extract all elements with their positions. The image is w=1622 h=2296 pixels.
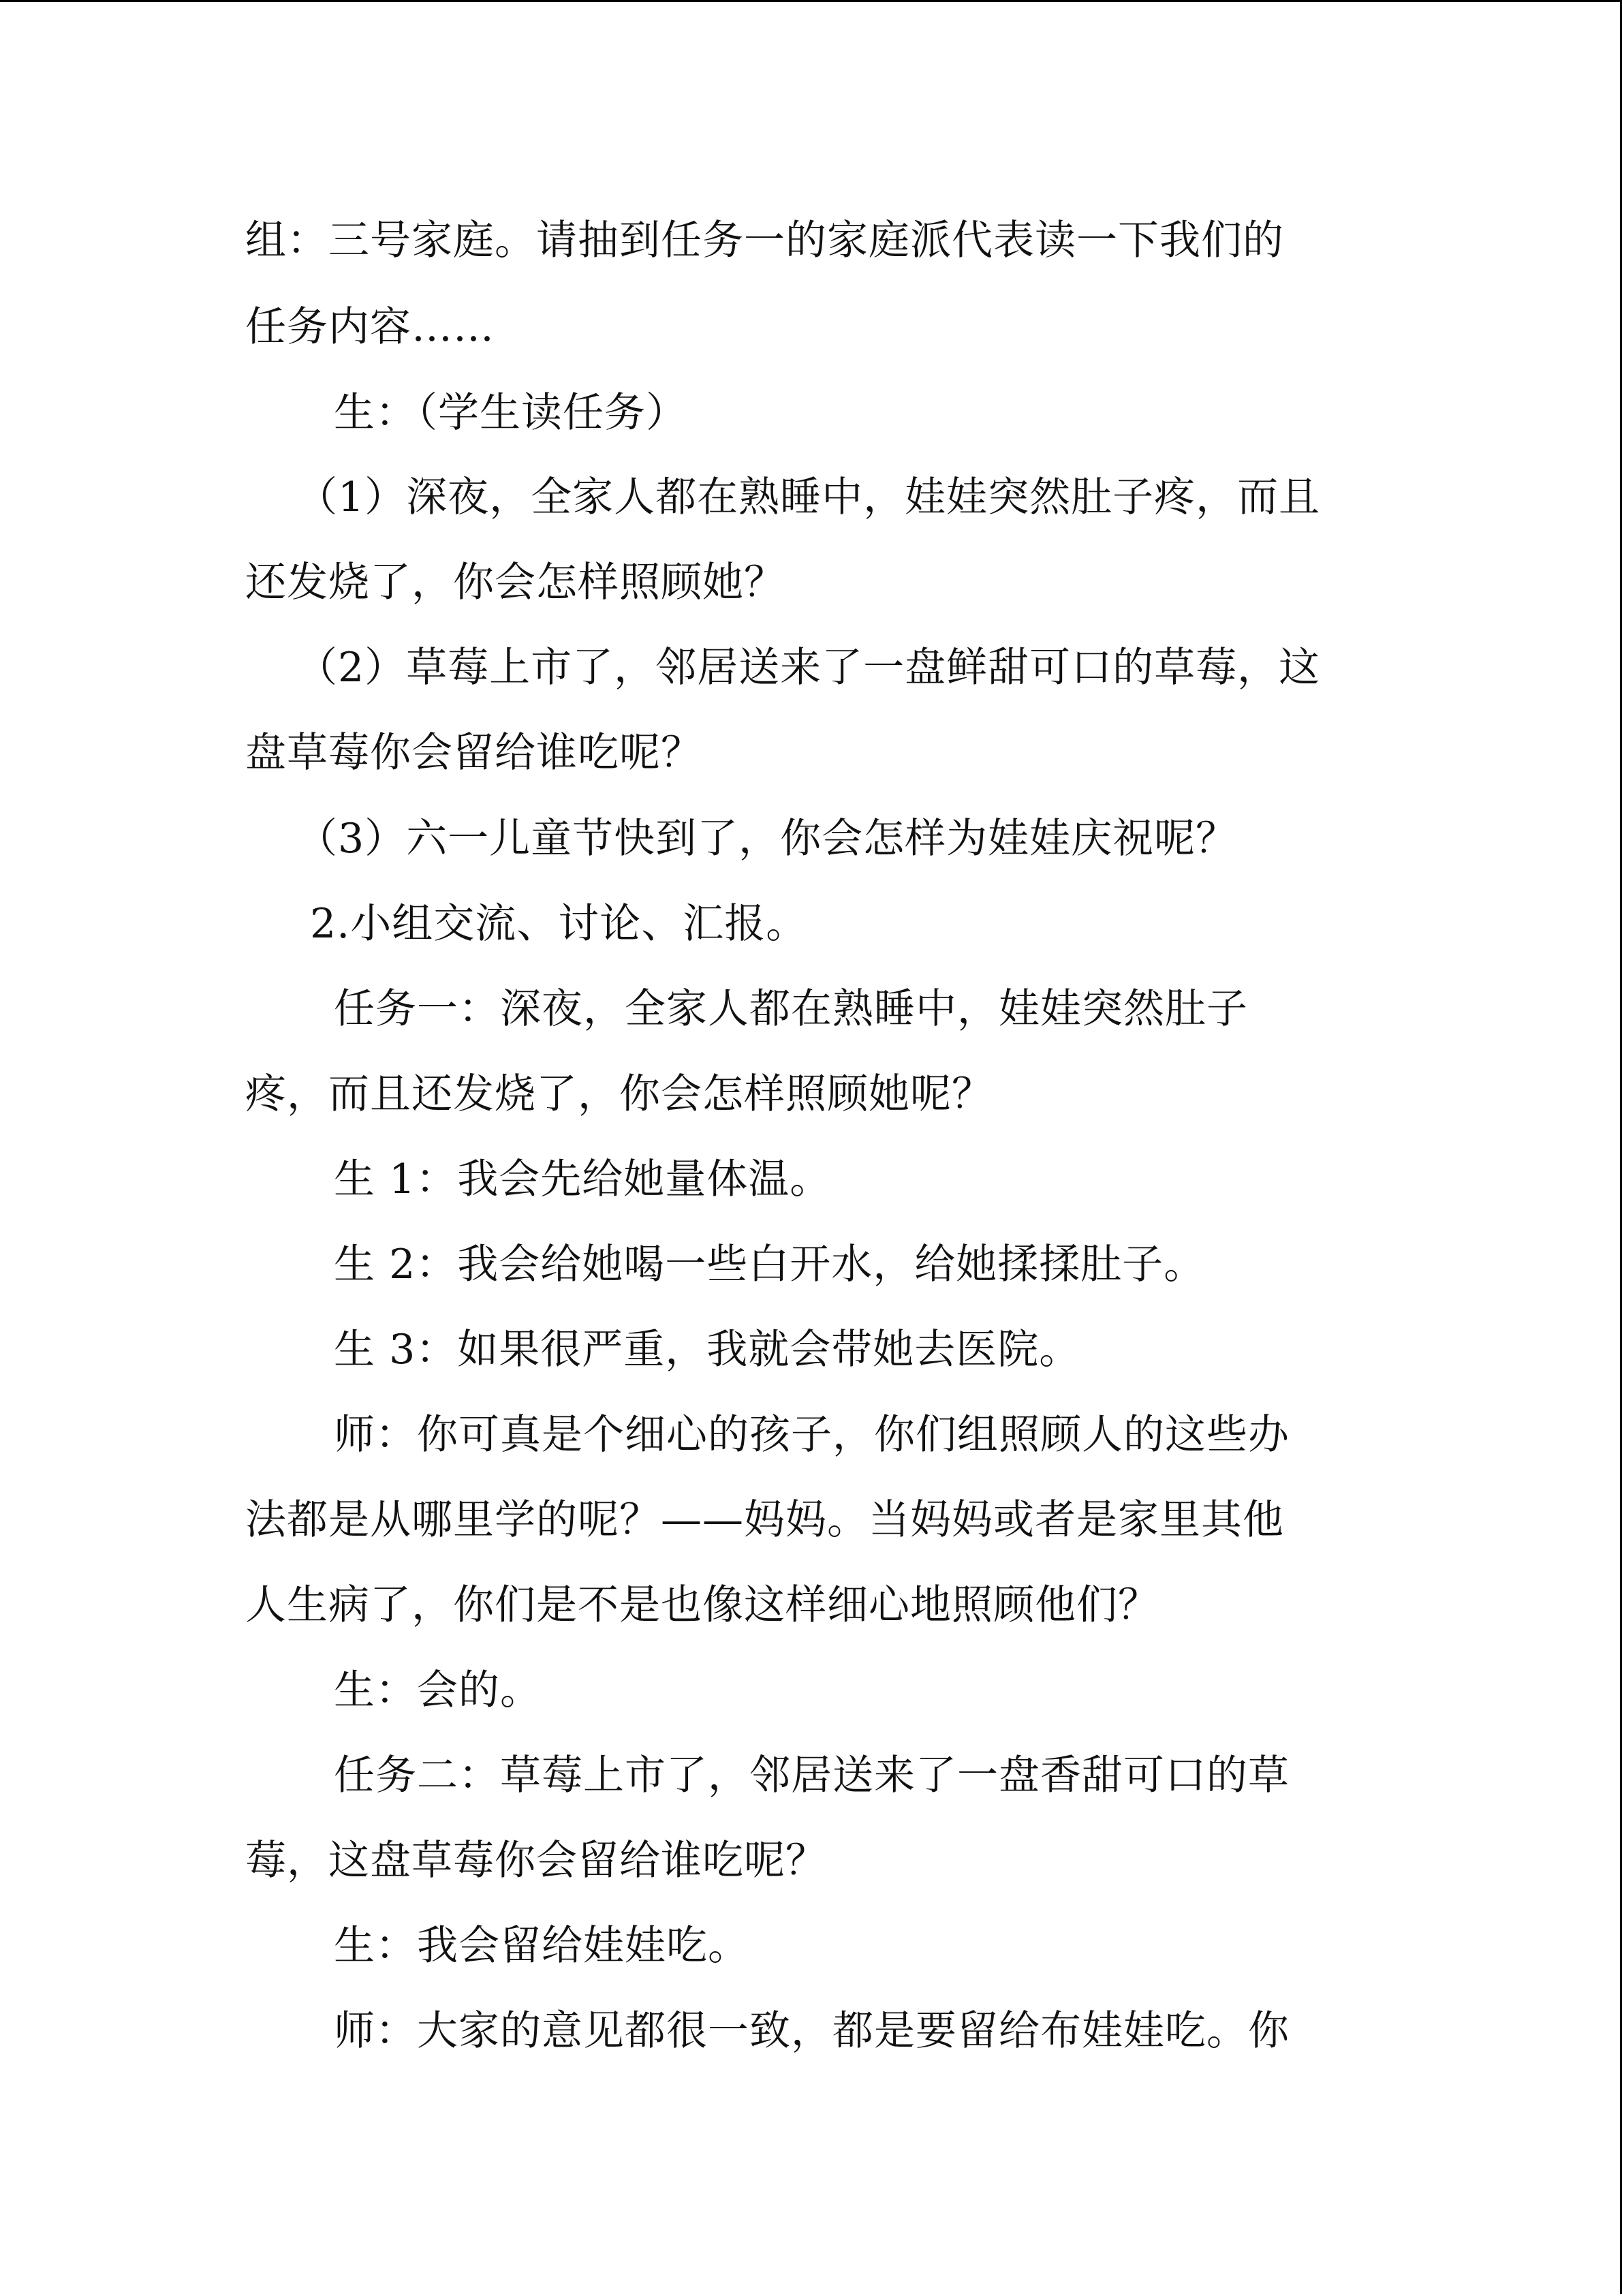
text-line-10: 任务一：深夜，全家人都在熟睡中，娃娃突然肚子 (334, 985, 1248, 1033)
text-line-14: 生 3：如果很严重，我就会带她去医院。 (334, 1326, 1081, 1374)
text-line-1: 组：三号家庭。请抽到任务一的家庭派代表读一下我们的 (245, 217, 1284, 264)
text-line-18: 生：会的。 (334, 1666, 542, 1714)
text-line-8: （3）六一儿童节快到了，你会怎样为娃娃庆祝呢？ (296, 815, 1238, 863)
document-page (0, 2, 1622, 2296)
text-line-21: 生：我会留给娃娃吃。 (334, 1922, 749, 1970)
text-line-13: 生 2：我会给她喝一些白开水，给她揉揉肚子。 (334, 1241, 1206, 1288)
text-line-16: 法都是从哪里学的呢？——妈妈。当妈妈或者是家里其他 (245, 1496, 1284, 1544)
text-line-3: 生：（学生读任务） (334, 389, 687, 437)
text-line-4: （1）深夜，全家人都在熟睡中，娃娃突然肚子疼，而且 (296, 474, 1321, 521)
text-line-15: 师：你可真是个细心的孩子，你们组照顾人的这些办 (334, 1411, 1290, 1459)
text-line-6: （2）草莓上市了，邻居送来了一盘鲜甜可口的草莓，这 (296, 644, 1321, 692)
text-line-19: 任务二：草莓上市了，邻居送来了一盘香甜可口的草 (334, 1752, 1290, 1799)
text-line-11: 疼，而且还发烧了，你会怎样照顾她呢？ (245, 1070, 993, 1118)
text-line-20: 莓，这盘草莓你会留给谁吃呢？ (245, 1837, 827, 1884)
text-line-9: 2.小组交流、讨论、汇报。 (310, 900, 808, 948)
text-line-2: 任务内容…… (245, 303, 495, 351)
text-line-5: 还发烧了，你会怎样照顾她？ (245, 559, 785, 606)
text-line-17: 人生病了，你们是不是也像这样细心地照顾他们？ (245, 1581, 1159, 1629)
text-line-7: 盘草莓你会留给谁吃呢？ (245, 729, 702, 777)
text-line-22: 师：大家的意见都很一致，都是要留给布娃娃吃。你 (334, 2007, 1290, 2055)
text-line-12: 生 1：我会先给她量体温。 (334, 1155, 832, 1203)
